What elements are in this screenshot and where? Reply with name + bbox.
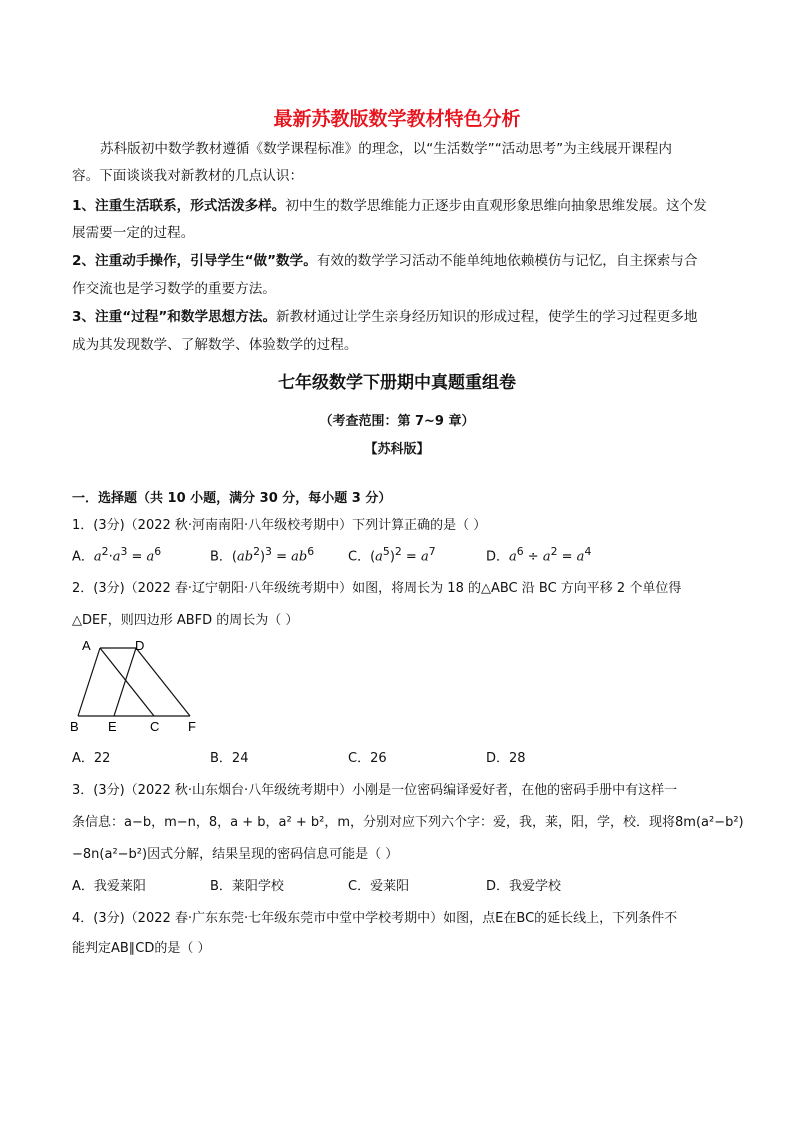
segment-de bbox=[114, 648, 136, 716]
q1-stem: 1．(3分)（2022 秋·河南南阳·八年级校考期中）下列计算正确的是（ ） bbox=[72, 518, 487, 533]
point-3-head: 3、注重“过程”和数学思想方法。 bbox=[72, 309, 277, 325]
point-3-line-2: 成为其发现数学、了解数学、体验数学的过程。 bbox=[72, 337, 358, 353]
point-1-line-2: 展需要一定的过程。 bbox=[72, 225, 195, 241]
q1-option-a-label: A． bbox=[72, 549, 94, 565]
intro-line-1: 苏科版初中数学教材遵循《数学课程标准》的理念，以“生活数学”“活动思考”为主线展开课程内 bbox=[100, 141, 672, 157]
q1-option-d: D．$a^6 \div a^2 = a^4$ bbox=[486, 545, 592, 565]
q2-figure-translated-triangles bbox=[68, 636, 208, 736]
segment-df bbox=[136, 648, 190, 716]
point-2-head: 2、注重动手操作，引导学生“做”数学。 bbox=[72, 253, 317, 269]
q2-option-a: A．22 bbox=[72, 751, 111, 766]
q1-option-b-label: B． bbox=[210, 549, 232, 565]
q1-option-d-label: D． bbox=[486, 549, 510, 565]
label-c: C bbox=[150, 719, 160, 734]
q2-option-b: B．24 bbox=[210, 751, 249, 766]
q1-option-c-label: C． bbox=[348, 549, 371, 565]
point-1-head: 1、注重生活联系，形式活泼多样。 bbox=[72, 198, 286, 214]
segment-ac bbox=[100, 648, 154, 716]
q4-stem-line-2: 能判定AB∥CD的是（ ） bbox=[72, 941, 211, 956]
q2-option-d: D．28 bbox=[486, 751, 526, 766]
section-1-heading: 一．选择题（共 10 小题，满分 30 分，每小题 3 分） bbox=[72, 491, 392, 506]
q3-stem-line-3: −8n(a²−b²)因式分解，结果呈现的密码信息可能是（ ） bbox=[72, 847, 399, 862]
point-2-rest: 有效的数学学习活动不能单纯地依赖模仿与记忆，自主探索与合 bbox=[316, 253, 698, 269]
q1-option-c: C．$(a^5)^2 = a^7$ bbox=[348, 545, 436, 565]
label-f: F bbox=[188, 719, 196, 734]
document-header-title: 最新苏教版数学教材特色分析 bbox=[273, 108, 521, 130]
exam-edition: 【苏科版】 bbox=[364, 442, 430, 457]
q3-stem-line-1: 3．(3分)（2022 秋·山东烟台·八年级统考期中）小刚是一位密码编译爱好者，在他的密码手册中有这样一 bbox=[72, 783, 678, 798]
segment-ab bbox=[78, 648, 100, 716]
point-3-rest: 新教材通过让学生亲身经历知识的形成过程，使学生的学习过程更多地 bbox=[276, 309, 698, 325]
q4-stem-line-1: 4．(3分)（2022 春·广东东莞·七年级东莞市中堂中学校考期中）如图，点E在BC的延长线上，下列条件不 bbox=[72, 911, 678, 926]
q1-option-a: A．$a^2\cdot a^3 = a^6$ bbox=[72, 545, 162, 565]
exam-scope: （考查范围：第 7~9 章） bbox=[319, 414, 475, 429]
label-e: E bbox=[108, 719, 117, 734]
point-3-line-1 bbox=[72, 308, 697, 327]
point-2-line-1 bbox=[72, 252, 697, 271]
exam-title: 七年级数学下册期中真题重组卷 bbox=[278, 373, 516, 393]
q3-option-d: D．我爱学校 bbox=[486, 879, 562, 894]
label-a: A bbox=[82, 638, 91, 653]
q3-option-b: B．莱阳学校 bbox=[210, 879, 284, 894]
label-d: D bbox=[135, 638, 145, 653]
point-2-line-2: 作交流也是学习数学的重要方法。 bbox=[72, 281, 276, 297]
q2-stem-line-1: 2．(3分)（2022 春·辽宁朝阳·八年级统考期中）如图，将周长为 18 的△ABC 沿 BC 方向平移 2 个单位得 bbox=[72, 581, 682, 596]
q2-stem-line-2: △DEF，则四边形 ABFD 的周长为（ ） bbox=[72, 613, 299, 628]
q2-option-c: C．26 bbox=[348, 751, 387, 766]
point-1-line-1 bbox=[72, 197, 707, 216]
intro-line-2: 容。下面谈谈我对新教材的几点认识： bbox=[72, 168, 304, 184]
q3-stem-line-2: 条信息：a−b，m−n，8，a + b，a² + b²，m，分别对应下列六个字：爱，我，莱，阳，学，校．现将8m(a²−b²) bbox=[72, 815, 744, 830]
label-b: B bbox=[70, 719, 79, 734]
point-1-rest: 初中生的数学思维能力正逐步由直观形象思维向抽象思维发展。这个发 bbox=[285, 198, 707, 214]
q1-option-b: B．$(ab^2)^3 = ab^6$ bbox=[210, 545, 315, 565]
q3-option-a: A．我爱莱阳 bbox=[72, 879, 146, 894]
q3-option-c: C．爱莱阳 bbox=[348, 879, 410, 894]
